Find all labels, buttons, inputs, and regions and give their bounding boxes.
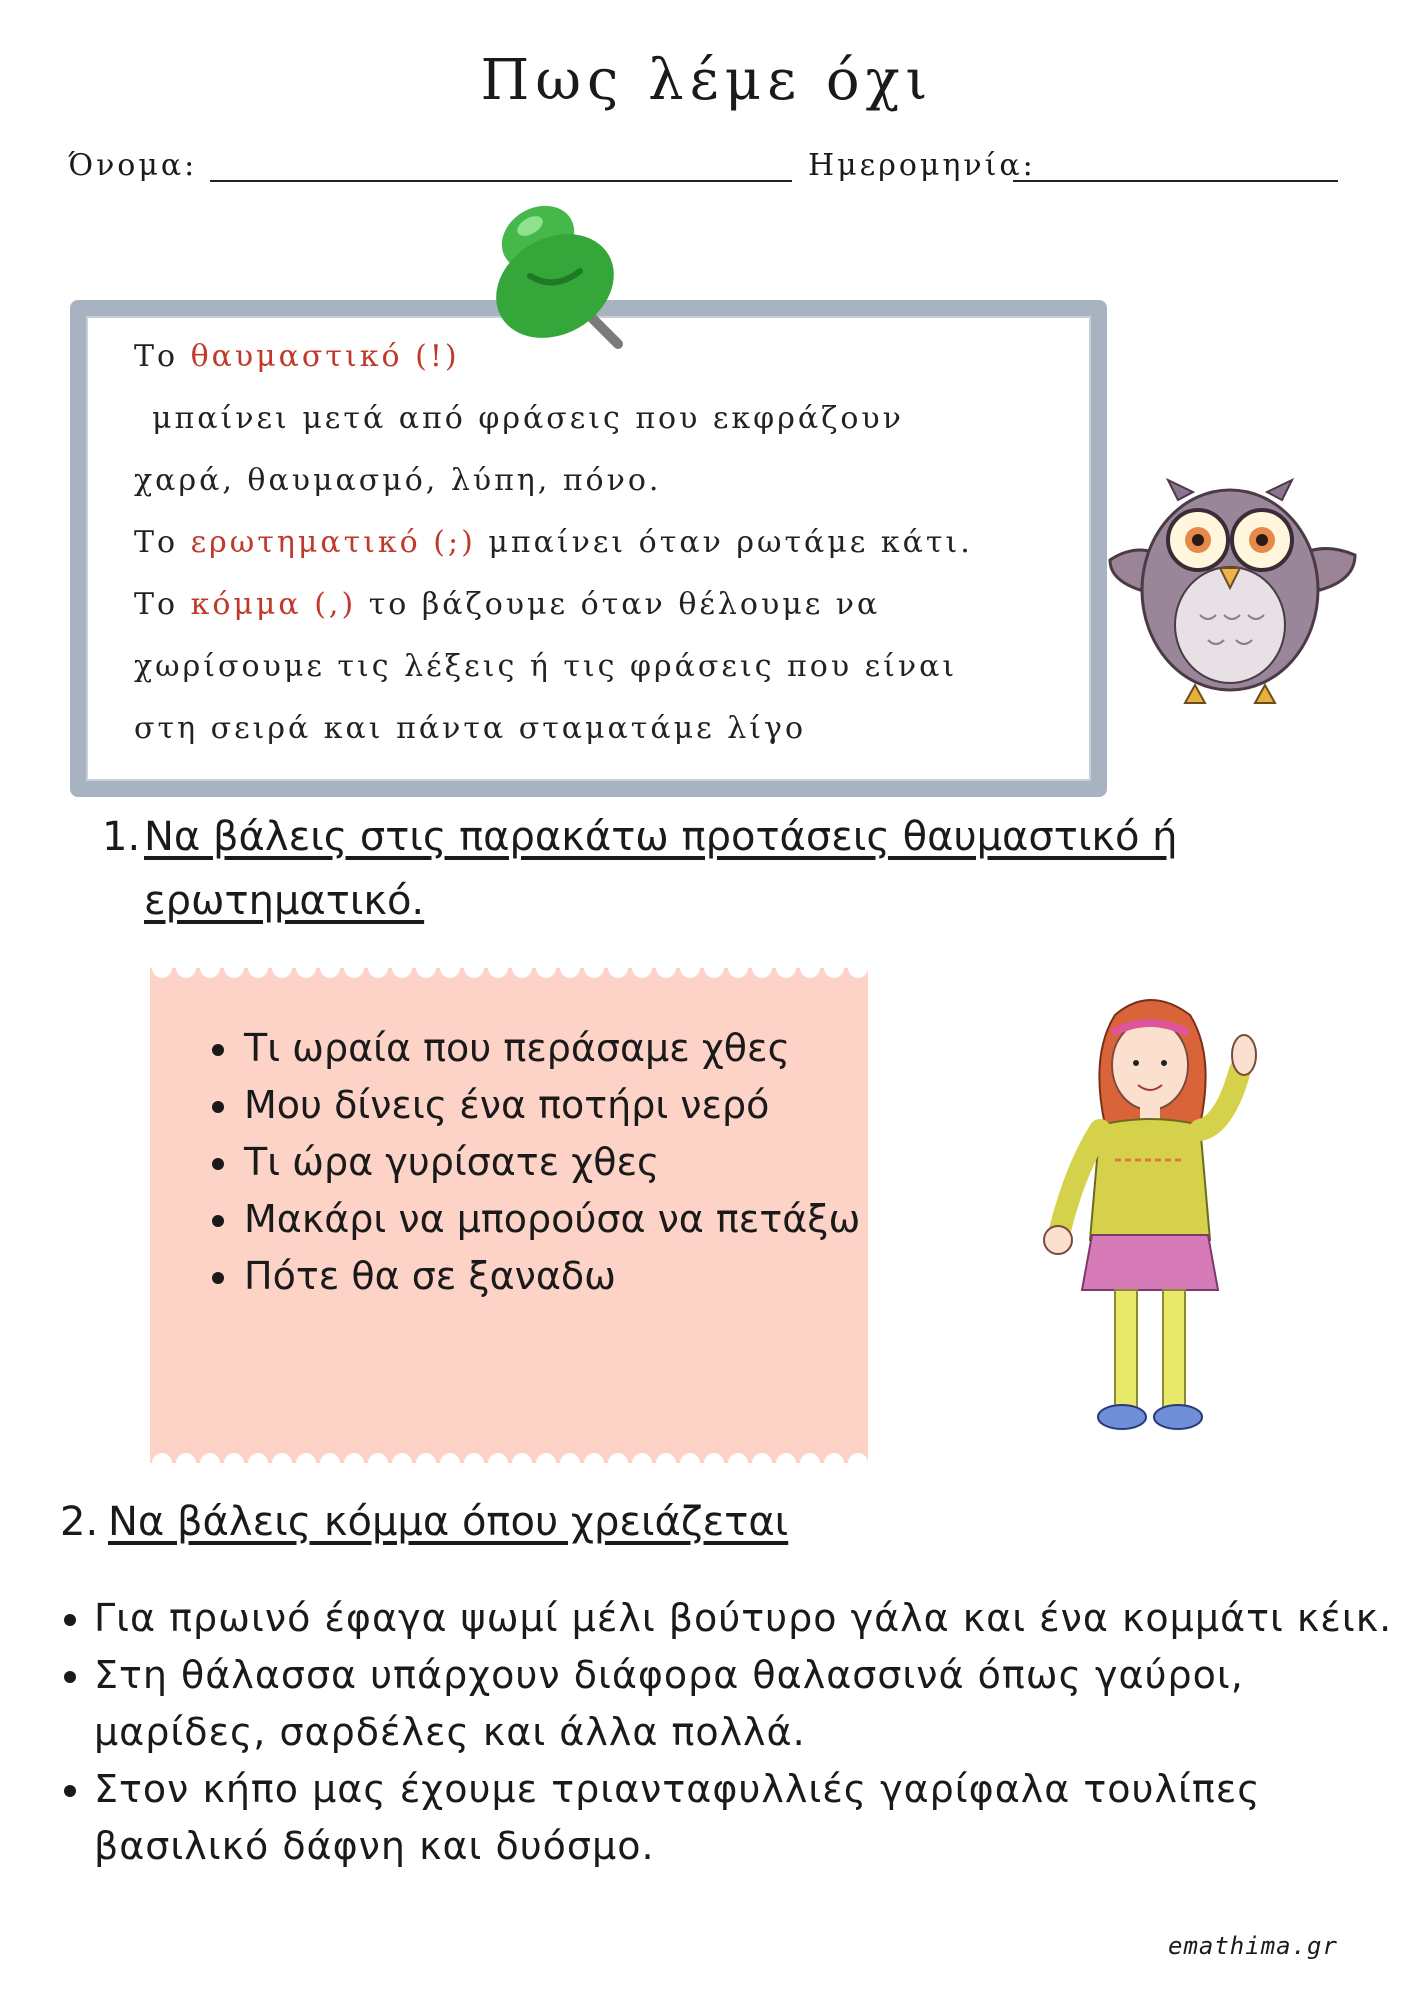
rule-box	[70, 300, 1107, 797]
date-label: Ημερομηνία:	[808, 148, 1036, 183]
rule-line3: χαρά, θαυμασμό, λύπη, πόνο.	[134, 463, 662, 498]
pushpin-icon	[460, 196, 640, 356]
list-item: • Στη θάλασσα υπάρχουν διάφορα θαλασσινά όπως γαύροι, μαρίδες, σαρδέλες και άλλα πολλά.	[94, 1647, 1394, 1761]
rule-line5-suffix: το βάζουμε όταν θέλουμε να	[356, 587, 881, 622]
exercise2-list	[48, 1590, 1394, 1875]
exercise1-number: 1.	[102, 814, 141, 860]
rule-line7: στη σειρά και πάντα σταματάμε λίγο	[134, 711, 806, 746]
site-credit: emathima.gr	[1168, 1932, 1338, 1960]
rule-line4-suffix: μπαίνει όταν ρωτάμε κάτι.	[475, 525, 973, 560]
girl-illustration	[1030, 985, 1270, 1455]
page-title: Πως λέμε όχι	[480, 48, 934, 113]
exercise2-number: 2.	[60, 1499, 99, 1545]
exclamation-term: θαυμαστικό (!)	[190, 339, 460, 374]
exercise1-list	[190, 1020, 902, 1305]
list-item: • Στον κήπο μας έχουμε τριανταφυλλιές γαρίφαλα τουλίπες βασιλικό δάφνη και δυόσμο.	[94, 1761, 1394, 1875]
exercise1-title: Να βάλεις στις παρακάτω προτάσεις θαυμαστικό ή ερωτηματικό.	[144, 814, 1178, 924]
list-item: • Για πρωινό έφαγα ψωμί μέλι βούτυρο γάλα και ένα κομμάτι κέικ.	[94, 1590, 1394, 1647]
name-field-line[interactable]	[210, 180, 792, 182]
rule-line5-prefix: Το	[134, 587, 191, 622]
list-item: • Μου δίνεις ένα ποτήρι νερό	[242, 1077, 902, 1134]
rule-line6: χωρίσουμε τις λέξεις ή τις φράσεις που είναι	[134, 649, 958, 684]
list-item: • Τι ωραία που περάσαμε χθες	[242, 1020, 902, 1077]
comma-term: κόμμα (,)	[190, 587, 357, 622]
name-date-row	[68, 148, 1338, 198]
owl-illustration	[1100, 440, 1360, 720]
rule-line4-prefix: Το	[134, 525, 191, 560]
rule-line1-prefix: Το	[134, 339, 191, 374]
question-term: ερωτηματικό (;)	[190, 525, 476, 560]
exercise2-title: Να βάλεις κόμμα όπου χρειάζεται	[108, 1499, 789, 1545]
list-item: • Μακάρι να μπορούσα να πετάξω	[242, 1191, 902, 1248]
rule-line2: μπαίνει μετά από φράσεις που εκφράζουν	[152, 401, 904, 436]
name-label: Όνομα:	[68, 148, 198, 183]
list-item: • Τι ώρα γυρίσατε χθες	[242, 1134, 902, 1191]
list-item: • Πότε θα σε ξαναδω	[242, 1248, 902, 1305]
date-field-line[interactable]	[1013, 180, 1338, 182]
rule-text	[134, 326, 1034, 760]
